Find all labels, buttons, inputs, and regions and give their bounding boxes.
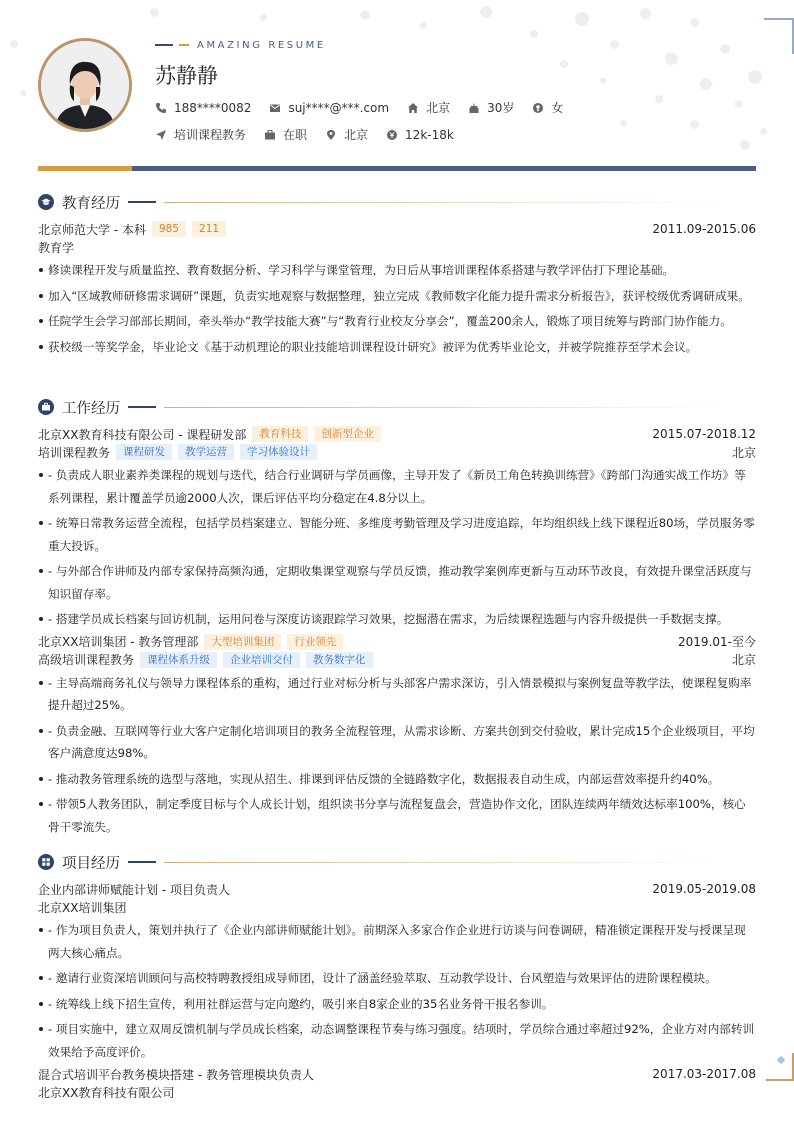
grid-icon (38, 854, 54, 870)
send-icon (155, 129, 167, 141)
list-item: - 统筹日常教务运营全流程，包括学员档案建立、智能分班、多维度考勤管理及学习进度追踪，年均组织线上线下课程近80场，学员服务零重大投诉。 (38, 512, 756, 557)
section-title: 教育经历 (62, 195, 120, 212)
school-badge: 985 (152, 221, 186, 237)
list-item: - 项目实施中，建立双周反馈机制与学员成长档案，动态调整课程节奏与练习强度。结项时，学员综合通过率超过92%，企业方对内部转训效果给予高度评价。 (38, 1018, 756, 1063)
intent-city-value: 北京 (344, 128, 369, 142)
city-value: 北京 (426, 101, 451, 115)
briefcase-icon (38, 399, 54, 415)
email-icon (269, 102, 281, 114)
education-date: 2011.09-2015.06 (652, 222, 756, 236)
company-badge: 大型培训集团 (204, 634, 281, 650)
home-icon (407, 102, 419, 114)
job-role: 培训课程教务 (38, 445, 111, 460)
status-value: 在职 (283, 128, 308, 142)
header-tagline (155, 38, 326, 52)
company-name: 北京XX教育科技有限公司 - 课程研发部 (38, 427, 247, 442)
major: 教育学 (38, 240, 75, 255)
avatar (38, 38, 132, 132)
list-item: - 与外部合作讲师及内部专家保持高频沟通，定期收集课堂观察与学员反馈，推动教学案例库更新与互动环节改良，有效提升课堂活跃度与知识留存率。 (38, 560, 756, 605)
list-item: - 推动教务管理系统的选型与落地，实现从招生、排课到评估反馈的全链路数字化，数据报表自动生成，内部运营效率提升约40%。 (38, 768, 756, 791)
list-item: 获校级一等奖学金，毕业论文《基于动机理论的职业技能培训课程设计研究》被评为优秀毕业论文，并被学院推荐至学术会议。 (38, 336, 756, 359)
job-date: 2015.07-2018.12 (652, 427, 756, 441)
header-divider-bar (38, 166, 756, 171)
list-item: - 带领5人教务团队，制定季度目标与个人成长计划，组织读书分享与流程复盘会，营造协作文化，团队连续两年绩效达标率100%，核心骨干零流失。 (38, 793, 756, 838)
list-item: - 搭建学员成长档案与回访机制，运用问卷与深度访谈跟踪学习效果，挖掘潜在需求，为后续课程选题与内容升级提供一手数据支撑。 (38, 608, 756, 631)
cake-icon (468, 102, 480, 114)
project-date: 2017.03-2017.08 (652, 1067, 756, 1081)
project-name: 混合式培训平台教务模块搭建 - 教务管理模块负责人 (38, 1067, 314, 1082)
project-org: 北京XX培训集团 (38, 900, 127, 915)
phone-value: 188****0082 (174, 100, 252, 115)
company-badge: 教育科技 (252, 426, 308, 442)
company-badge: 创新型企业 (314, 426, 381, 442)
project-date: 2019.05-2019.08 (652, 882, 756, 896)
contact-row (155, 99, 581, 116)
work-heading (38, 397, 756, 417)
work-section (38, 397, 756, 838)
phone-icon (155, 102, 167, 114)
job-city: 北京 (731, 445, 756, 460)
role-badge: 学习体验设计 (240, 444, 317, 460)
list-item: - 作为项目负责人，策划并执行了《企业内部讲师赋能计划》。前期深入多家合作企业进行访谈与问卷调研，精准锁定课程开发与授课呈现两大核心痛点。 (38, 919, 756, 964)
role-badge: 教学运营 (178, 444, 234, 460)
gender-icon (532, 102, 544, 114)
section-title: 项目经历 (62, 855, 120, 872)
briefcase-icon (264, 129, 276, 141)
company-badge: 行业领先 (287, 634, 343, 650)
corner-decoration-top (764, 18, 794, 54)
list-item: 任院学生会学习部部长期间，牵头举办“教学技能大赛”与“教育行业校友分享会”，覆盖200余人，锻炼了项目统筹与跨部门协作能力。 (38, 310, 756, 333)
projects-section (38, 852, 756, 1101)
job-role: 高级培训课程教务 (38, 653, 135, 667)
education-heading (38, 192, 756, 212)
project-org: 北京XX教育科技有限公司 (38, 1085, 175, 1100)
projects-heading (38, 852, 756, 872)
role-badge: 课程研发 (116, 444, 172, 460)
salary-value: 12k-18k (405, 127, 454, 142)
list-item: - 主导高端商务礼仪与领导力课程体系的重构，通过行业对标分析与头部客户需求深访，引入情景模拟与案例复盘等教学法，使课程复购率提升超过25%。 (38, 672, 756, 717)
location-pin-icon (325, 129, 337, 141)
list-item: 加入“区域教师研修需求调研”课题，负责实地观察与数据整理，独立完成《教师数字化能力提升需求分析报告》，获评校级优秀调研成果。 (38, 285, 756, 308)
job-city: 北京 (731, 653, 756, 667)
salary-icon (386, 129, 398, 141)
project-name: 企业内部讲师赋能计划 - 项目负责人 (38, 882, 230, 897)
tagline-text: AMAZING RESUME (197, 39, 326, 51)
company-name: 北京XX培训集团 - 教务管理部 (38, 635, 199, 649)
school-name: 北京师范大学 - 本科 (38, 222, 146, 237)
job-intent-row (155, 126, 472, 143)
education-section (38, 192, 756, 358)
gender-value: 女 (551, 101, 564, 115)
role-badge: 企业培训交付 (223, 652, 300, 668)
age-value: 30岁 (487, 101, 515, 115)
list-item: - 邀请行业资深培训顾问与高校特聘教授组成导师团，设计了涵盖经验萃取、互动教学设计、台风塑造与效果评估的进阶课程模块。 (38, 967, 756, 990)
job-date: 2019.01-至今 (678, 635, 756, 649)
role-badge: 课程体系升级 (140, 652, 217, 668)
candidate-name: 苏静静 (155, 64, 218, 88)
graduation-cap-icon (38, 194, 54, 210)
email-value: suj****@***.com (288, 100, 390, 115)
intent-value: 培训课程教务 (174, 128, 247, 142)
list-item: 修读课程开发与质量监控、教育数据分析、学习科学与课堂管理，为日后从事培训课程体系搭建与教学评估打下理论基础。 (38, 259, 756, 282)
section-title: 工作经历 (62, 400, 120, 417)
list-item: - 负责金融、互联网等行业大客户定制化培训项目的教务全流程管理，从需求诊断、方案共创到交付验收，累计完成15个企业级项目，平均客户满意度达98%。 (38, 720, 756, 765)
list-item: - 统筹线上线下招生宣传，利用社群运营与定向邀约，吸引来自8家企业的35名业务骨干报名参训。 (38, 993, 756, 1016)
role-badge: 教务数字化 (306, 652, 373, 668)
list-item: - 负责成人职业素养类课程的规划与迭代，结合行业调研与学员画像，主导开发了《新员工角色转换训练营》《跨部门沟通实战工作坊》等系列课程，累计覆盖学员逾2000人次，课后评估平均分稳定在4.8分以上。 (38, 464, 756, 509)
school-badge: 211 (192, 221, 226, 237)
